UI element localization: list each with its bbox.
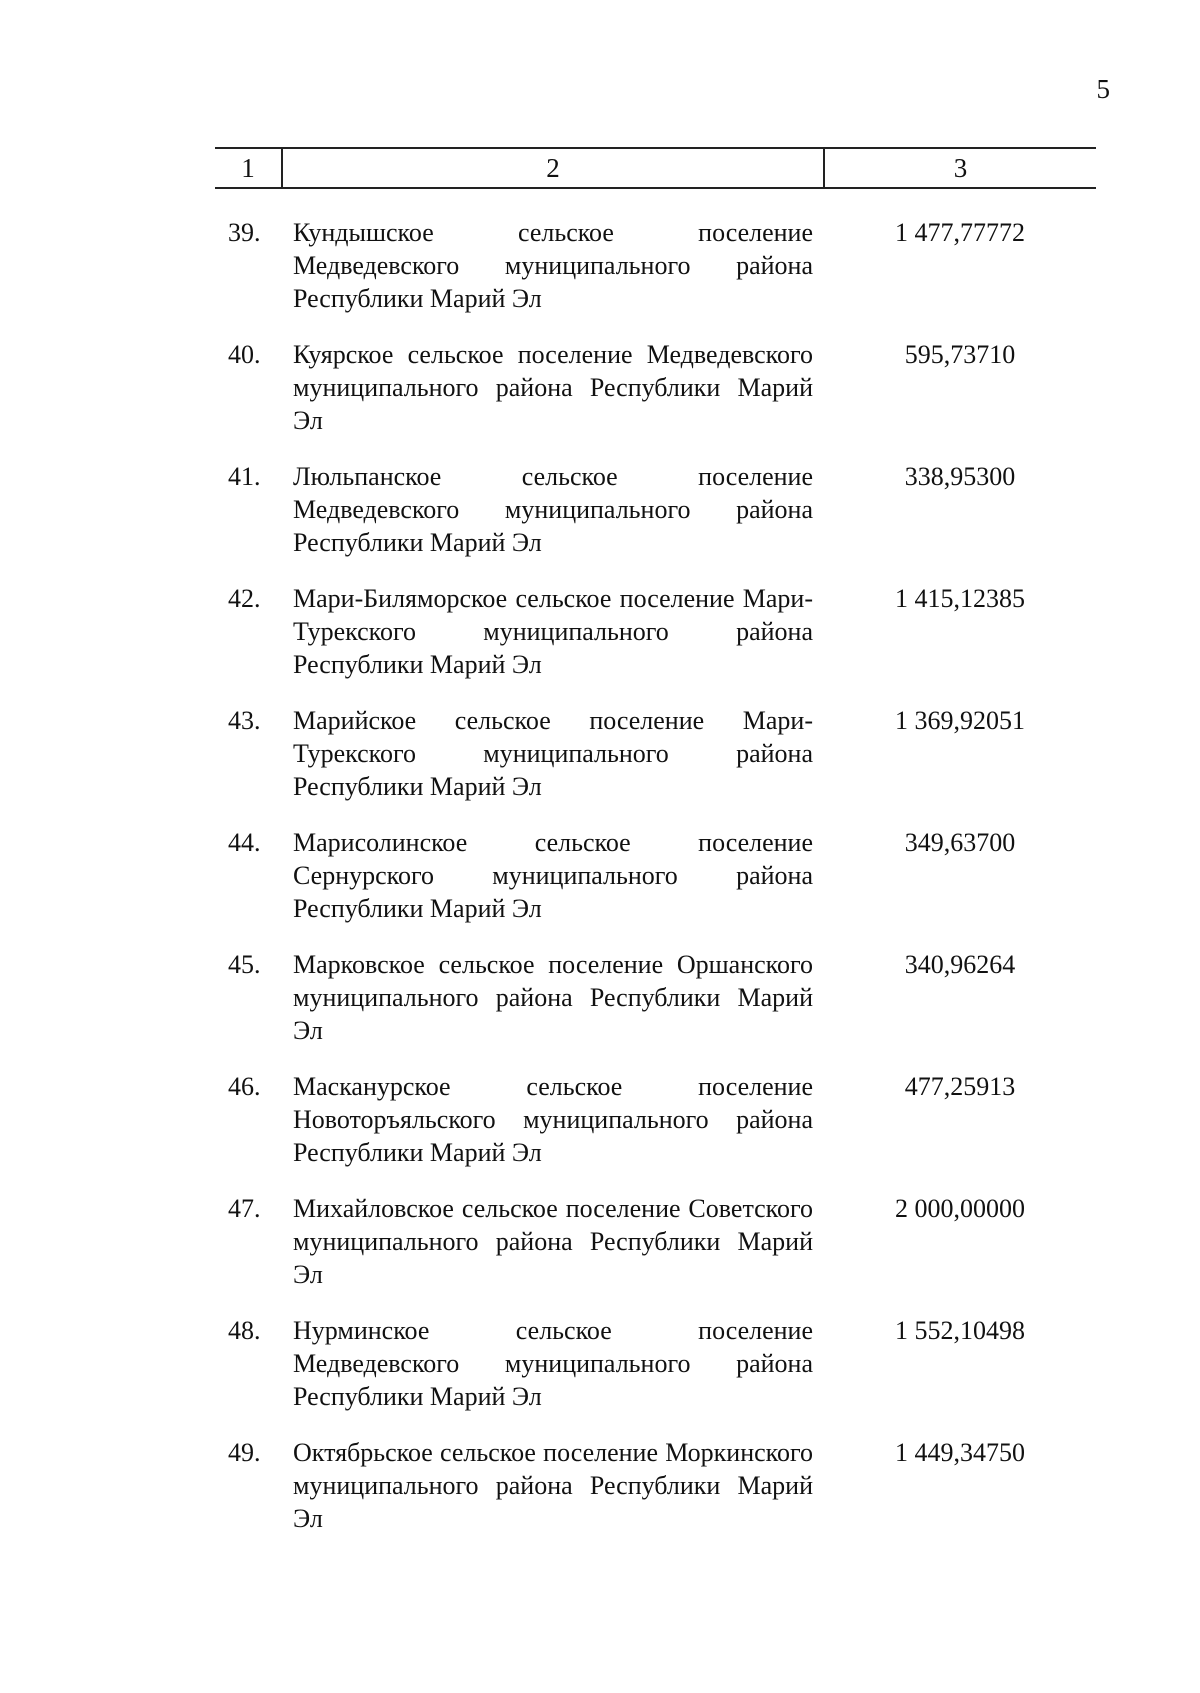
row-number: 39. (228, 218, 261, 247)
table-row (0, 216, 1200, 338)
row-name: Октябрьское сельское поселение Моркинского муниципального района Республики Марий Эл (293, 1438, 813, 1533)
row-value: 340,96264 (904, 950, 1016, 979)
row-name: Нурминское сельское поселение Медведевского муниципального района Республики Марий Эл (293, 1316, 813, 1411)
row-name: Мари-Биляморское сельское поселение Мари-Турекского муниципального района Республики Марий Эл (293, 584, 813, 679)
row-value: 338,95300 (904, 462, 1016, 491)
table-row (0, 1314, 1200, 1436)
page-number: 5 (1096, 74, 1110, 104)
row-name: Масканурское сельское поселение Новоторъяльского муниципального района Республики Марий Эл (293, 1072, 813, 1167)
row-value: 477,25913 (904, 1072, 1016, 1101)
table-body (0, 216, 1200, 1558)
row-name: Марисолинское сельское поселение Сернурского муниципального района Республики Марий Эл (293, 828, 813, 923)
table-row (0, 826, 1200, 948)
row-number: 46. (228, 1072, 261, 1101)
header-col-2: 2 (283, 149, 825, 187)
table-row (0, 338, 1200, 460)
row-value: 595,73710 (904, 340, 1016, 369)
row-value: 1 552,10498 (895, 1316, 1025, 1345)
header-col-3: 3 (953, 152, 968, 183)
row-name: Кундышское сельское поселение Медведевского муниципального района Республики Марий Эл (293, 218, 813, 313)
table-row (0, 460, 1200, 582)
row-number: 42. (228, 584, 261, 613)
row-value: 2 000,00000 (895, 1194, 1025, 1223)
row-name: Марковское сельское поселение Оршанского муниципального района Республики Марий Эл (293, 950, 813, 1045)
table-row (0, 1436, 1200, 1558)
table-header (215, 147, 1096, 189)
table-row (0, 948, 1200, 1070)
row-number: 48. (228, 1316, 261, 1345)
table-row (0, 1070, 1200, 1192)
row-name: Михайловское сельское поселение Советского муниципального района Республики Марий Эл (293, 1194, 813, 1289)
table-row (0, 582, 1200, 704)
row-number: 47. (228, 1194, 261, 1223)
row-value: 1 449,34750 (895, 1438, 1025, 1467)
row-value: 1 369,92051 (895, 706, 1025, 735)
table-row (0, 704, 1200, 826)
row-number: 45. (228, 950, 261, 979)
row-value: 349,63700 (904, 828, 1016, 857)
row-value: 1 415,12385 (895, 584, 1025, 613)
row-name: Марийское сельское поселение Мари-Турекского муниципального района Республики Марий Эл (293, 706, 813, 801)
row-name: Куярское сельское поселение Медведевского муниципального района Республики Марий Эл (293, 340, 813, 435)
table-row (0, 1192, 1200, 1314)
row-number: 44. (228, 828, 261, 857)
header-col-1: 1 (215, 149, 283, 187)
row-number: 41. (228, 462, 261, 491)
row-number: 49. (228, 1438, 261, 1467)
row-number: 40. (228, 340, 261, 369)
row-number: 43. (228, 706, 261, 735)
row-value: 1 477,77772 (895, 218, 1025, 247)
row-name: Люльпанское сельское поселение Медведевского муниципального района Республики Марий Эл (293, 462, 813, 557)
